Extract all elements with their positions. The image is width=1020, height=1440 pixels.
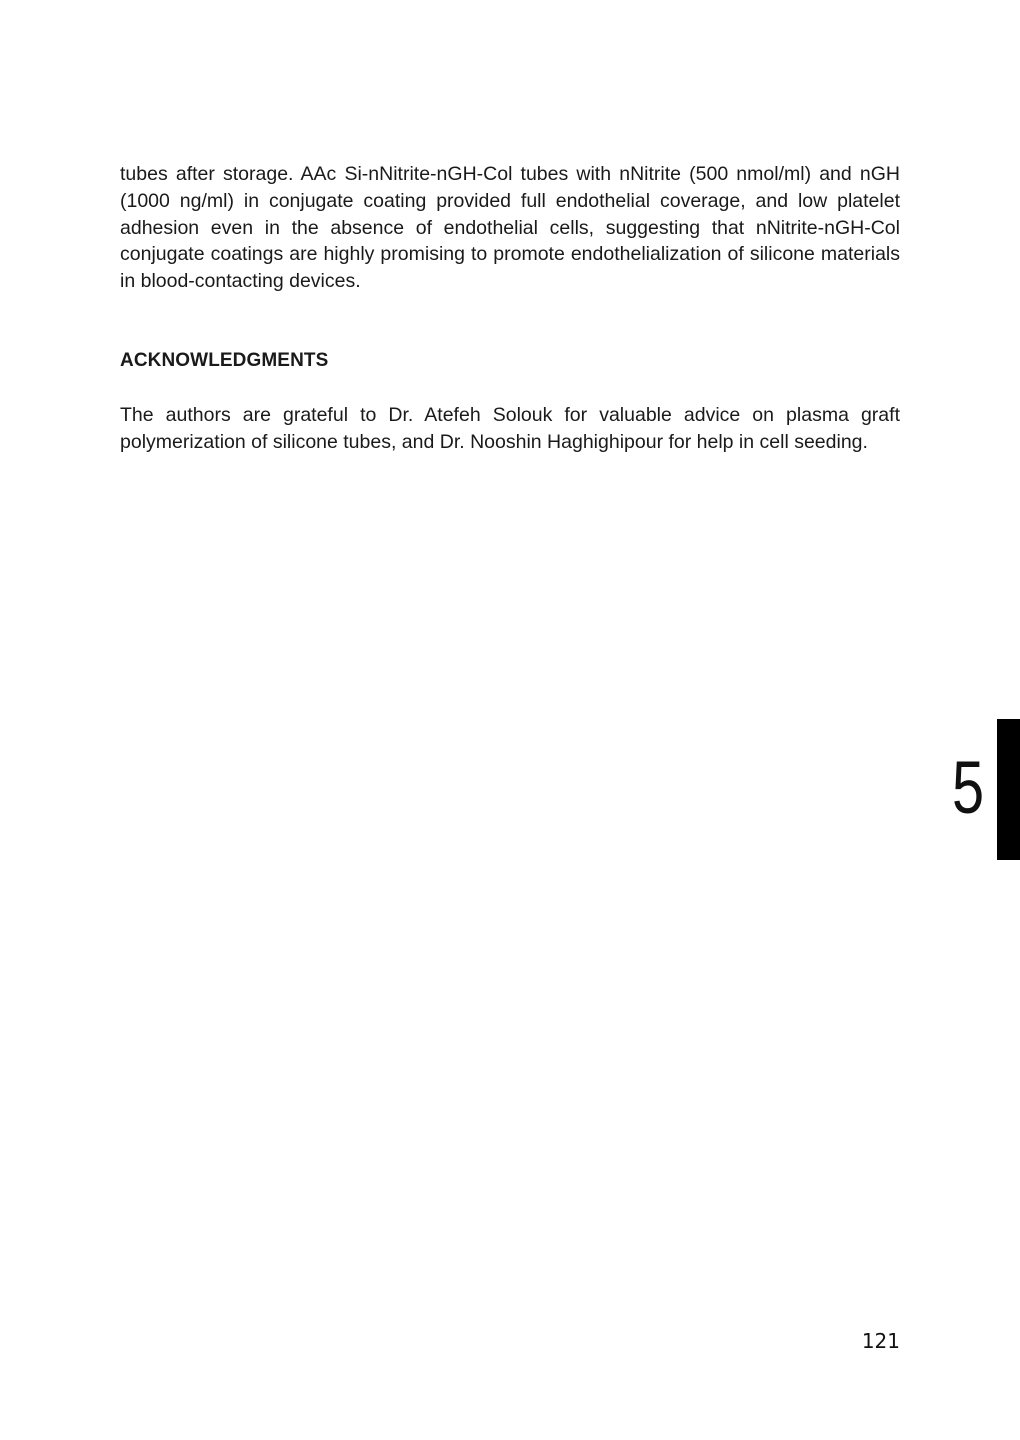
acknowledgments-paragraph: The authors are grateful to Dr. Atefeh Solouk for valuable advice on plasma graft polymerization of silicone tubes, and Dr. Nooshin Haghighipour for help in cell seeding.	[120, 404, 900, 453]
chapter-number: 5	[951, 746, 985, 829]
acknowledgments-heading: ACKNOWLEDGMENTS	[120, 350, 329, 371]
page-number: 121	[861, 1329, 900, 1353]
body-paragraph-continuation: tubes after storage. AAc Si-nNitrite-nGH-Col tubes with nNitrite (500 nmol/ml) and nGH (1000 ng/ml) in conjugate coating provided full endothelial coverage, and low platelet adhesion even in the absence of endothelial cells, suggesting that nNitrite-nGH-Col conjugate coatings are highly promising to promote endothelialization of silicone materials in blood-contacting devices.	[120, 163, 900, 293]
chapter-thumb-tab	[997, 719, 1020, 860]
